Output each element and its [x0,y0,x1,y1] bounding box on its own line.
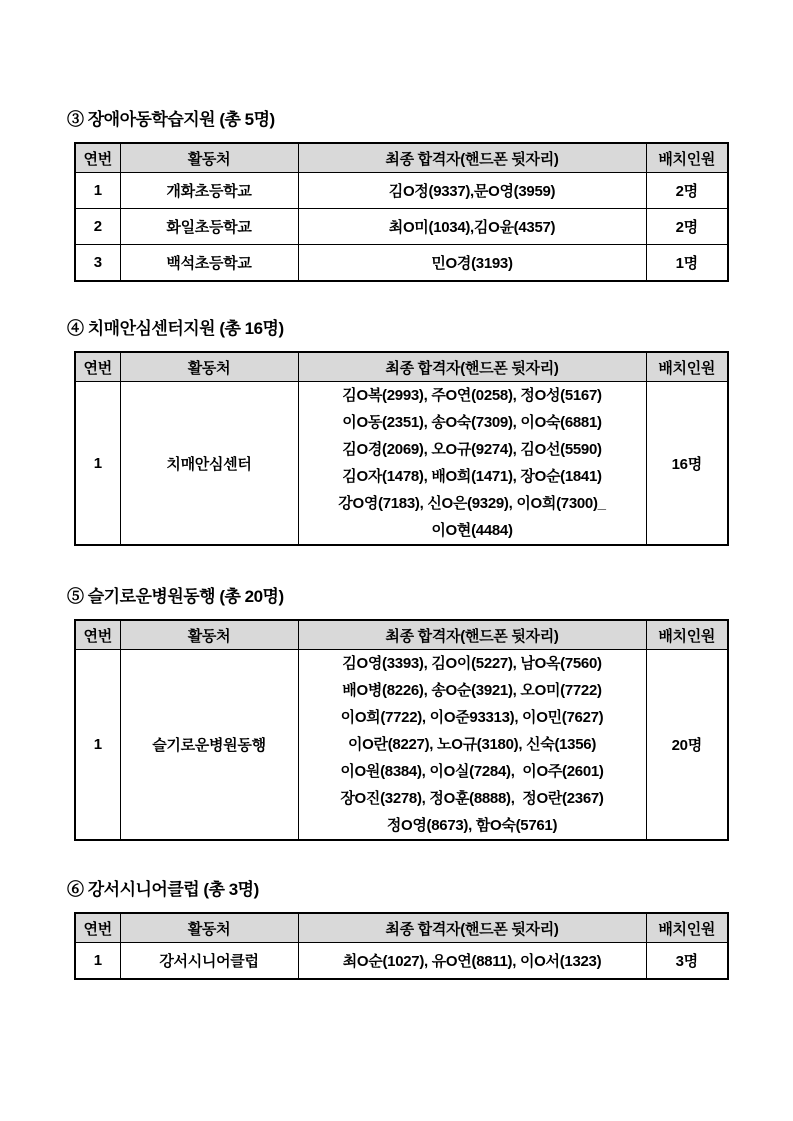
table-row [75,943,728,980]
names-cell: 민O경(3193) [298,245,646,282]
header-place: 활동처 [120,913,298,943]
count-cell: 1명 [646,245,728,282]
section-title: ⑤ 슬기로운병원동행 (총 20명) [67,587,284,606]
name-line: 김O자(1478), 배O희(1471), 장O순(1841) [342,468,602,485]
section-title: ④ 치매안심센터지원 (총 16명) [67,319,284,338]
table-row [75,173,728,209]
header-names: 최종 합격자(핸드폰 뒷자리) [298,620,646,650]
header-row [75,352,728,382]
name-line: 이O란(8227), 노O규(3180), 신숙(1356) [347,736,597,753]
header-count: 배치인원 [646,620,728,650]
name-line: 이O동(2351), 송O숙(7309), 이O숙(6881) [342,414,602,431]
count-cell: 16명 [646,382,728,546]
header-row [75,620,728,650]
count-cell: 3명 [646,943,728,980]
header-no: 연번 [75,352,120,382]
header-count: 배치인원 [646,352,728,382]
header-count: 배치인원 [646,143,728,173]
table-row [75,650,728,841]
name-line: 강O영(7183), 신O은(9329), 이O희(7300)_ [338,495,606,512]
name-line: 이O현(4484) [431,522,513,539]
section-title: ③ 장애아동학습지원 (총 5명) [67,110,275,129]
names-cell: 최O미(1034),김O윤(4357) [298,209,646,245]
row-no-cell: 3 [75,245,120,282]
count-cell: 2명 [646,173,728,209]
table-row [75,209,728,245]
section-wise-hospital-accompaniment [67,586,793,841]
header-no: 연번 [75,913,120,943]
names-cell [298,650,646,841]
place-cell: 슬기로운병원동행 [120,650,298,841]
header-no: 연번 [75,620,120,650]
row-no-cell: 1 [75,173,120,209]
section-disabled-child-learning-support [67,109,793,282]
applicants-table [74,142,729,282]
header-names: 최종 합격자(핸드폰 뒷자리) [298,352,646,382]
header-row [75,913,728,943]
name-line: 김O영(3393), 김O이(5227), 남O옥(7560) [342,655,602,672]
header-row [75,143,728,173]
place-cell: 강서시니어클럽 [120,943,298,980]
row-no-cell: 2 [75,209,120,245]
header-names: 최종 합격자(핸드폰 뒷자리) [298,913,646,943]
table-row [75,382,728,546]
header-place: 활동처 [120,143,298,173]
header-place: 활동처 [120,620,298,650]
place-cell: 치매안심센터 [120,382,298,546]
row-no-cell: 1 [75,650,120,841]
row-no-cell: 1 [75,943,120,980]
name-line: 장O진(3278), 정O훈(8888), 정O란(2367) [340,790,604,807]
name-line: 김O경(2069), 오O규(9274), 김O선(5590) [342,441,602,458]
applicants-table [74,619,729,841]
place-cell: 백석초등학교 [120,245,298,282]
header-no: 연번 [75,143,120,173]
names-cell: 김O정(9337),문O영(3959) [298,173,646,209]
count-cell: 2명 [646,209,728,245]
names-cell [298,382,646,546]
header-place: 활동처 [120,352,298,382]
table-row [75,245,728,282]
applicants-table [74,912,729,980]
section-dementia-care-center-support [67,318,793,546]
names-cell: 최O순(1027), 유O연(8811), 이O서(1323) [298,943,646,980]
section-title: ⑥ 강서시니어클럽 (총 3명) [67,880,259,899]
name-line: 이O원(8384), 이O실(7284), 이O주(2601) [340,763,604,780]
header-count: 배치인원 [646,913,728,943]
name-line: 김O복(2993), 주O연(0258), 정O성(5167) [342,387,602,404]
place-cell: 화일초등학교 [120,209,298,245]
count-cell: 20명 [646,650,728,841]
header-names: 최종 합격자(핸드폰 뒷자리) [298,143,646,173]
place-cell: 개화초등학교 [120,173,298,209]
row-no-cell: 1 [75,382,120,546]
applicants-table [74,351,729,546]
section-gangseo-senior-club [67,879,793,980]
name-line: 이O희(7722), 이O준93313), 이O민(7627) [340,709,604,726]
name-line: 배O병(8226), 송O순(3921), 오O미(7722) [342,682,602,699]
name-line: 정O영(8673), 함O숙(5761) [386,817,558,834]
